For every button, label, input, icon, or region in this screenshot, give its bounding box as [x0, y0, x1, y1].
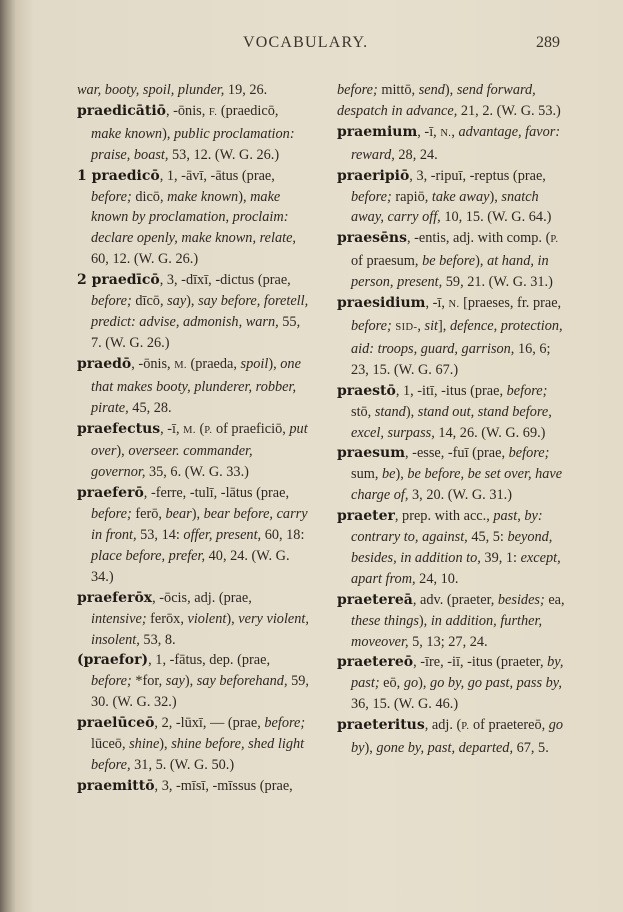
- entry-text: ),: [191, 506, 204, 523]
- vocabulary-entry: [77, 354, 309, 419]
- right-column: [337, 80, 569, 759]
- definition-text: send forward, despatch in advance,: [337, 82, 536, 119]
- entry-text: ),: [159, 736, 172, 753]
- definition-text: before;: [351, 317, 392, 334]
- entry-text: , adv. (praeter,: [412, 591, 498, 608]
- entry-text: (praeda,: [186, 355, 241, 372]
- definition-text: before;: [91, 506, 132, 523]
- entry-text: of praetereō,: [469, 717, 549, 734]
- entry-text: 59, 21. (W. G. 31.): [442, 274, 553, 291]
- headword: praedicātiō: [77, 102, 166, 119]
- entry-text: 10, 15. (W. G. 64.): [440, 209, 552, 226]
- entry-text: ),: [162, 125, 174, 142]
- abbreviation: P.: [550, 234, 559, 246]
- abbreviation: P.: [204, 424, 213, 436]
- definition-text: public proclamation: praise, boast,: [91, 125, 295, 163]
- vocabulary-entry: [77, 588, 309, 651]
- definition-text: say: [167, 293, 187, 310]
- entry-text: of praesum,: [351, 253, 423, 270]
- entry-text: 31, 5. (W. G. 50.): [130, 757, 235, 773]
- entry-text: , -ī,: [417, 123, 441, 140]
- vocabulary-entry: [337, 652, 569, 715]
- entry-text: ,: [451, 123, 459, 140]
- entry-text: , prep. with acc.,: [394, 508, 494, 525]
- definition-text: before;: [508, 445, 550, 462]
- definition-text: be before: [422, 253, 476, 270]
- definition-text: very violent, insolent,: [91, 610, 309, 648]
- entry-text: ),: [268, 355, 281, 372]
- headword: praeteritus: [337, 717, 425, 734]
- headword: praesum: [337, 445, 406, 462]
- definition-text: before;: [91, 188, 132, 205]
- entry-text: , -ferre, -tulī, -lātus (prae,: [143, 485, 290, 502]
- entry-text: ],: [438, 317, 450, 334]
- headword: praeferōx: [77, 589, 153, 606]
- definition-text: offer, present,: [183, 527, 262, 544]
- vocabulary-entry: [337, 381, 569, 444]
- entry-text: 53, 14:: [136, 527, 184, 544]
- entry-text: stō,: [351, 403, 375, 420]
- vocabulary-entry: [337, 715, 569, 759]
- running-title: VOCABULARY.: [243, 34, 369, 51]
- entry-text: 14, 26. (W. G. 69.): [434, 424, 546, 441]
- entry-text: 28, 24.: [394, 146, 438, 163]
- vocabulary-entry: [77, 483, 309, 588]
- entry-text: , 2, -lūxī, — (prae,: [154, 715, 265, 732]
- vocabulary-entry: [337, 590, 569, 653]
- abbreviation: N.: [448, 299, 460, 311]
- entry-text: dīcō,: [131, 293, 168, 310]
- definition-text: gone by, past, departed,: [376, 740, 514, 757]
- abbreviation: SID-: [395, 321, 418, 333]
- abbreviation: M.: [183, 424, 196, 436]
- abbreviation: M.: [174, 359, 187, 371]
- abbreviation: N.: [440, 127, 452, 139]
- entry-text: 55, 7. (W. G. 26.): [91, 313, 301, 351]
- entry-text: ),: [475, 253, 488, 270]
- definition-text: advantage, favor: reward,: [351, 123, 561, 163]
- definition-text: spoil: [240, 355, 269, 372]
- headword: praemium: [337, 123, 418, 140]
- entry-text: 53, 12. (W. G. 26.): [168, 146, 280, 163]
- definition-text: before;: [91, 673, 132, 690]
- entry-text: ,: [417, 317, 425, 334]
- definition-text: go by: [351, 717, 564, 757]
- headword: 1 praedicō: [77, 167, 160, 184]
- vocabulary-entry: [337, 166, 569, 229]
- headword: 2 praedīcō: [77, 272, 160, 289]
- entry-text: 16, 6; 23, 15. (W. G. 67.): [351, 340, 551, 378]
- headword: praeferō: [77, 485, 144, 502]
- abbreviation: P.: [461, 721, 470, 733]
- entry-text: (: [195, 420, 205, 437]
- entry-text: sum,: [351, 466, 382, 483]
- definition-text: bear: [165, 506, 192, 523]
- definition-text: defence, protection, aid: troops, guard, garrison,: [351, 317, 563, 357]
- definition-text: war, booty, spoil, plunder,: [77, 82, 225, 98]
- vocabulary-entry: [337, 293, 569, 381]
- definition-text: say before, foretell, predict: advise, admonish, warn,: [91, 293, 309, 330]
- entry-text: (praedicō,: [217, 102, 279, 119]
- headword: praetereō: [337, 654, 414, 671]
- entry-text: dicō,: [131, 188, 168, 205]
- entry-text: ),: [489, 188, 502, 205]
- headword: (praefor): [77, 652, 149, 669]
- definition-text: send: [418, 82, 445, 98]
- entry-text: , 3, -mīsī, -mīssus (prae,: [154, 777, 293, 794]
- definition-text: except, apart from,: [351, 549, 561, 587]
- vocabulary-entry: [77, 650, 309, 713]
- definition-text: before;: [91, 293, 132, 310]
- entry-text: , -ōnis,: [131, 355, 175, 372]
- entry-text: 24, 10.: [415, 570, 459, 587]
- abbreviation: F.: [208, 106, 218, 118]
- entry-text: 60, 18:: [261, 527, 305, 544]
- definition-text: go: [403, 675, 419, 692]
- entry-text: ),: [395, 466, 408, 483]
- definition-text: intensive;: [91, 610, 147, 627]
- definition-text: beyond, besides, in addition to,: [351, 529, 553, 566]
- entry-text: ferō,: [131, 506, 166, 523]
- definition-text: take away: [431, 188, 490, 205]
- entry-text: ),: [238, 188, 251, 205]
- entry-text: ),: [186, 293, 199, 310]
- entry-text: *for,: [131, 673, 166, 690]
- entry-text: ea,: [544, 591, 565, 608]
- headword: praestō: [337, 382, 396, 399]
- page-header: [0, 34, 623, 58]
- entry-text: 39, 1:: [480, 549, 521, 566]
- left-column: [77, 80, 309, 797]
- entry-text: of praeficiō,: [212, 420, 290, 437]
- definition-text: shine: [129, 736, 160, 753]
- entry-text: ),: [444, 82, 457, 98]
- definition-text: overseer. commander, governor,: [91, 443, 253, 481]
- entry-text: 45, 5:: [467, 529, 508, 546]
- definition-text: in addition, further, moveover,: [351, 612, 543, 650]
- entry-text: 53, 8.: [139, 631, 176, 648]
- vocabulary-entry: [337, 228, 569, 293]
- definition-text: besides;: [497, 591, 545, 608]
- definition-text: shine before, shed light before,: [91, 736, 305, 773]
- entry-text: , -entis, adj. with comp. (: [407, 230, 551, 247]
- definition-text: stand: [374, 403, 406, 420]
- entry-text: 3, 20. (W. G. 31.): [408, 487, 512, 504]
- entry-text: ferōx,: [146, 610, 188, 627]
- entry-text: , 1, -itī, -itus (prae,: [395, 382, 507, 399]
- page-number: 289: [536, 34, 560, 51]
- entry-text: eō,: [379, 675, 404, 692]
- entry-text: ),: [405, 403, 418, 420]
- entry-text: , 1, -āvī, -ātus (prae,: [159, 167, 275, 184]
- vocabulary-entry: [337, 122, 569, 166]
- definition-text: before;: [337, 82, 378, 98]
- definition-text: place before, prefer,: [91, 547, 206, 564]
- headword: praedō: [77, 355, 132, 372]
- entry-text: , -ī,: [160, 420, 184, 437]
- entry-text: ),: [116, 443, 129, 460]
- entry-text: , 1, -fātus, dep. (prae,: [148, 652, 271, 669]
- vocabulary-entry: [77, 776, 309, 797]
- entry-text: 67, 5.: [513, 740, 549, 757]
- entry-text: [praeses, fr. prae,: [459, 295, 562, 312]
- entry-text: 40, 24. (W. G. 34.): [91, 547, 290, 585]
- definition-text: before;: [506, 382, 548, 399]
- definition-text: be before, be set over, have charge of,: [351, 466, 563, 504]
- headword: praelūceō: [77, 715, 155, 732]
- entry-text: , -ōcis, adj. (prae,: [152, 589, 252, 606]
- entry-text: rapiō,: [391, 188, 432, 205]
- definition-text: make known by proclamation, proclaim: declare openly, make known, relate,: [91, 188, 296, 247]
- definition-text: say: [165, 673, 185, 690]
- entry-text: , -esse, -fuī (prae,: [405, 445, 509, 462]
- entry-text: ),: [418, 675, 431, 692]
- headword: praeripiō: [337, 167, 410, 184]
- vocabulary-entry: [77, 101, 309, 166]
- definition-text: one that makes booty, plunderer, robber, pirate,: [91, 355, 301, 416]
- entry-text: , 3, -dīxī, -dictus (prae,: [159, 272, 291, 289]
- definition-text: go by, go past, pass by,: [430, 675, 562, 692]
- entry-continuation: [337, 80, 569, 122]
- definition-text: make known: [167, 188, 239, 205]
- definition-text: bear before, carry in front,: [91, 506, 308, 544]
- vocabulary-entry: [337, 443, 569, 506]
- definition-text: put over: [91, 420, 308, 460]
- vocabulary-entry: [337, 506, 569, 590]
- entry-text: , -īre, -iī, -itus (praeter,: [413, 654, 548, 671]
- definition-text: these things: [351, 612, 419, 629]
- definition-text: say beforehand,: [196, 673, 288, 690]
- vocabulary-entry: [77, 713, 309, 776]
- entry-text: , -ī,: [425, 295, 449, 312]
- entry-text: ),: [184, 673, 197, 690]
- entry-text: ),: [364, 740, 377, 757]
- headword: praesēns: [337, 230, 407, 247]
- definition-text: sit: [424, 317, 439, 334]
- definition-text: snatch away, carry off,: [351, 188, 539, 226]
- headword: praetereā: [337, 591, 413, 608]
- entry-text: 45, 28.: [128, 399, 172, 416]
- definition-text: before;: [264, 715, 306, 732]
- entry-text: mittō,: [377, 82, 419, 98]
- entry-text: , adj. (: [424, 717, 462, 734]
- definition-text: stand out, stand before, excel, surpass,: [351, 403, 552, 441]
- entry-text: ),: [418, 612, 431, 629]
- definition-text: violent: [187, 610, 227, 627]
- vocabulary-entry: [77, 270, 309, 354]
- definition-text: be: [381, 466, 396, 483]
- definition-text: before;: [351, 188, 392, 205]
- headword: praesidium: [337, 295, 426, 312]
- headword: praefectus: [77, 420, 161, 437]
- entry-text: 36, 15. (W. G. 46.): [351, 696, 459, 713]
- entry-text: 60, 12. (W. G. 26.): [91, 251, 199, 268]
- entry-text: , 3, -ripuī, -reptus (prae,: [409, 167, 546, 184]
- entry-text: 19, 26.: [224, 82, 268, 98]
- definition-text: at hand, in person, present,: [351, 253, 549, 291]
- entry-text: , -ōnis,: [165, 102, 209, 119]
- vocabulary-entry: [77, 419, 309, 484]
- headword: praemittō: [77, 777, 155, 794]
- headword: praeter: [337, 508, 395, 525]
- entry-text: ),: [226, 610, 239, 627]
- entry-text: 35, 6. (W. G. 33.): [145, 464, 249, 481]
- definition-text: make known: [91, 125, 163, 142]
- definition-text: past, by: contrary to, against,: [351, 508, 543, 546]
- entry-continuation: [77, 80, 309, 101]
- entry-text: lūceō,: [91, 736, 130, 753]
- vocabulary-entry: [77, 166, 309, 271]
- definition-text: by, past;: [351, 654, 564, 692]
- entry-text: 5, 13; 27, 24.: [408, 633, 488, 650]
- entry-text: 21, 2. (W. G. 53.): [457, 102, 561, 119]
- entry-text: 59, 30. (W. G. 32.): [91, 673, 309, 711]
